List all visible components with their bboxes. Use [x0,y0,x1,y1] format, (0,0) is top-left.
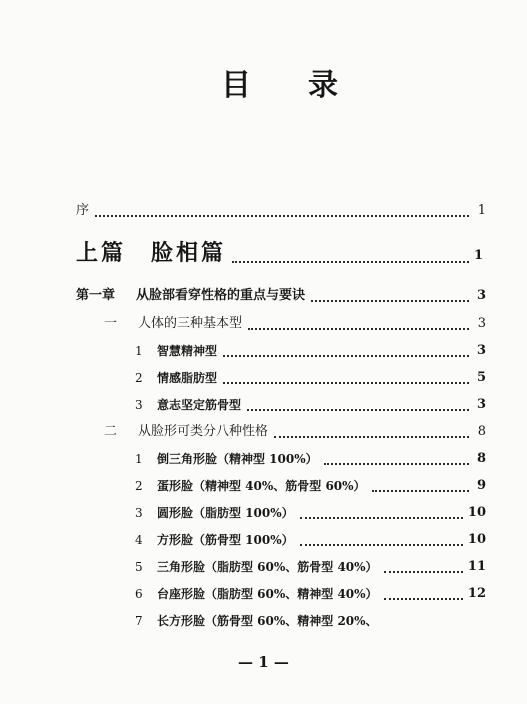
toc-entry-number: 2 [135,479,143,493]
toc-entry-page: 3 [476,343,486,358]
toc-entry-page: 9 [476,478,486,493]
dot-leader [324,463,469,465]
toc-entry-label: 长方形脸（筋骨型 60%、精神型 20%、 [157,614,378,628]
toc-entry-number: 1 [135,452,143,466]
dot-leader [274,436,469,438]
toc-entry-preface[interactable] [76,200,486,222]
toc-entry-page: 8 [476,451,486,466]
toc-entry-label: 圆形脸（脂肪型 100%） [157,506,294,520]
toc-entry-page: 10 [467,505,486,520]
dot-leader [223,382,469,384]
toc-entry-page: 11 [467,559,486,574]
toc-entry-item[interactable] [135,610,486,632]
toc-entry-item[interactable] [135,529,486,551]
toc-entry-label: 方形脸（筋骨型 100%） [157,533,294,547]
toc-entry-number: 6 [135,587,143,601]
toc-entry-page: 10 [467,532,486,547]
toc-entry-page: 1 [477,203,486,218]
dot-leader [384,571,463,573]
toc-entry-number: 二 [104,424,118,439]
toc-entry-item[interactable] [135,367,486,389]
toc-entry-number: 1 [135,344,143,358]
toc-entry-page: 8 [477,424,486,439]
toc-entry-item[interactable] [135,583,486,605]
dot-leader [300,544,463,546]
toc-entry-label: 意志坚定筋骨型 [157,398,242,412]
toc-entry-number: 一 [104,316,118,331]
toc-entry-chapter[interactable] [76,285,486,307]
dot-leader [223,355,469,357]
toc-entry-item[interactable] [135,340,486,362]
toc-entry-number: 3 [135,506,143,520]
toc-entry-part[interactable] [76,238,486,268]
toc-entry-number: 3 [135,398,143,412]
toc-entry-label: 序 [76,203,90,218]
toc-entry-label: 从脸部看穿性格的重点与要诀 [136,288,306,303]
page-number: — 1 — [238,653,289,671]
toc-entry-page: 5 [476,370,486,385]
toc-entry-page: 12 [467,586,486,601]
dot-leader [384,598,463,600]
toc-entry-page: 3 [476,288,486,303]
toc-entry-section[interactable] [104,313,486,335]
toc-entry-label: 倒三角形脸（精神型 100%） [157,452,318,466]
dot-leader [248,328,469,330]
page-title-char: 目 [221,68,251,103]
toc-entry-label: 智慧精神型 [157,344,218,358]
toc-entry-section[interactable] [104,421,486,443]
dot-leader [247,409,469,411]
dot-leader [300,517,463,519]
toc-entry-label: 三角形脸（脂肪型 60%、筋骨型 40%） [157,560,378,574]
dot-leader [95,215,469,217]
dot-leader [232,261,469,263]
toc-entry-item[interactable] [135,502,486,524]
toc-entry-number: 5 [135,560,143,574]
toc-entry-item[interactable] [135,448,486,470]
toc-entry-item[interactable] [135,394,486,416]
toc-entry-label: 蛋形脸（精神型 40%、筋骨型 60%） [157,479,366,493]
page-title-char: 录 [308,68,338,103]
toc-entry-page: 1 [473,248,486,263]
toc-entry-number: 2 [135,371,143,385]
dot-leader [311,300,469,302]
toc-entry-item[interactable] [135,475,486,497]
toc-entry-label: 从脸形可类分八种性格 [138,424,269,439]
toc-entry-label: 人体的三种基本型 [138,316,243,331]
toc-entry-item[interactable] [135,556,486,578]
toc-entry-label: 情感脂肪型 [157,371,218,385]
toc-entry-number: 第一章 [76,288,116,303]
toc-entry-page: 3 [477,316,486,331]
toc-entry-label: 台座形脸（脂肪型 60%、精神型 40%） [157,587,378,601]
toc-entry-number: 7 [135,614,143,628]
toc-entry-number: 4 [135,533,143,547]
dot-leader [372,490,469,492]
toc-entry-label: 上篇 脸相篇 [76,240,227,266]
toc-entry-page: 3 [476,397,486,412]
